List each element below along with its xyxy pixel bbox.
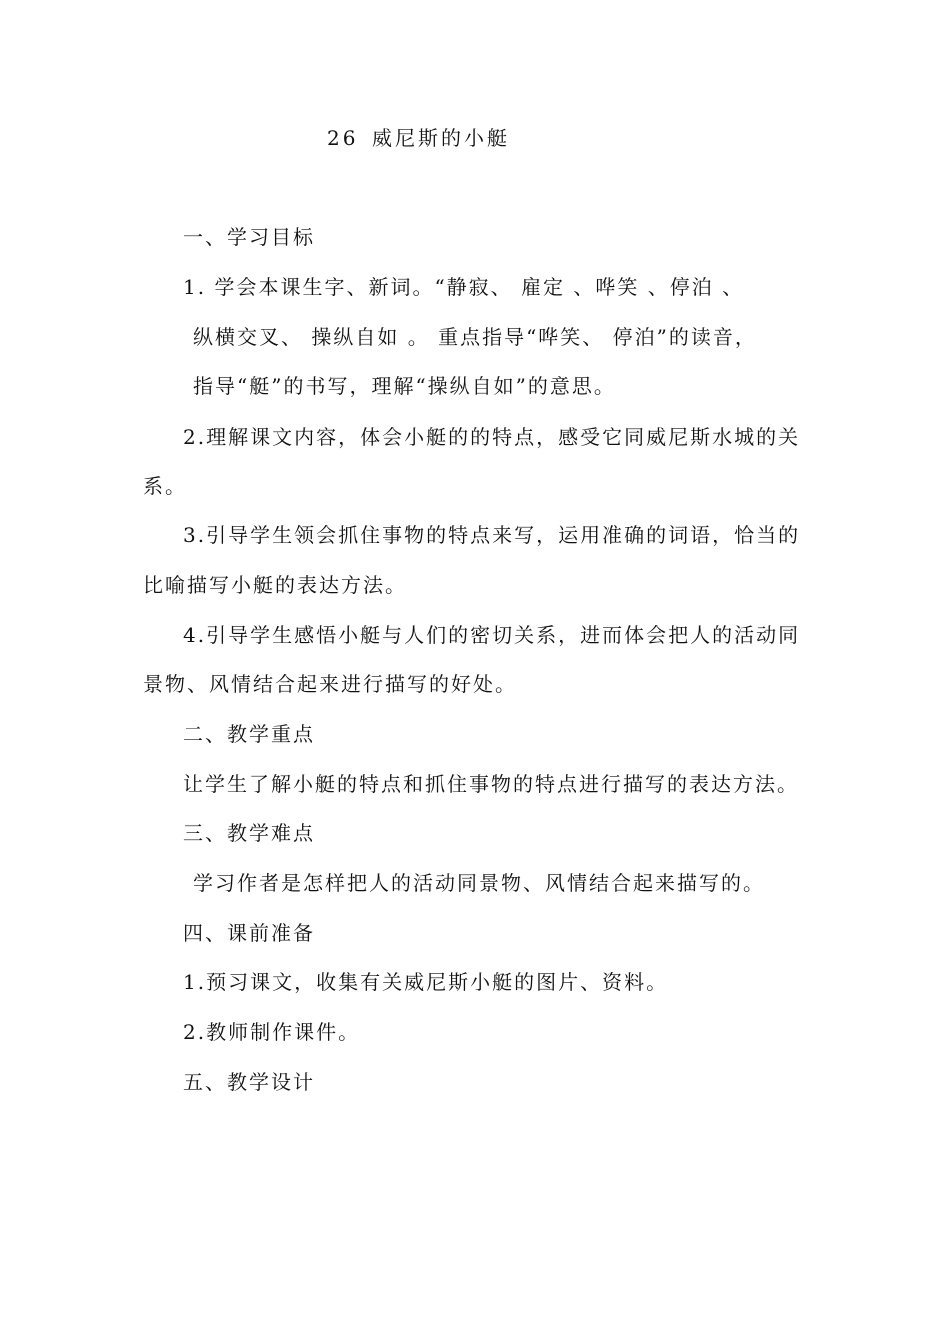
- section-heading-key-points: 二、教学重点: [183, 722, 315, 746]
- objective-2-line-1: 2.理解课文内容，体会小艇的的特点，感受它同威尼斯水城的关: [183, 425, 801, 449]
- difficulties-text: 学习作者是怎样把人的活动同景物、风情结合起来描写的。: [193, 871, 765, 895]
- objective-2-line-2: 系。: [143, 474, 187, 498]
- preparation-item-1: 1.预习课文，收集有关威尼斯小艇的图片、资料。: [183, 970, 669, 994]
- objective-3-line-2: 比喻描写小艇的表达方法。: [143, 573, 407, 597]
- preparation-item-2: 2.教师制作课件。: [183, 1020, 361, 1044]
- objective-1-line-2: 纵横交叉、 操纵自如 。 重点指导“哗笑、 停泊”的读音，: [193, 325, 757, 349]
- key-points-text: 让学生了解小艇的特点和抓住事物的特点进行描写的表达方法。: [183, 772, 799, 796]
- section-heading-design: 五、教学设计: [183, 1070, 315, 1094]
- objective-1-line-1: 1. 学会本课生字、新词。“静寂、 雇定 、哗笑 、停泊 、: [183, 275, 745, 299]
- title-number: 26: [327, 126, 359, 150]
- section-heading-objectives: 一、学习目标: [183, 225, 315, 249]
- objective-1-line-3: 指导“艇”的书写，理解“操纵自如”的意思。: [193, 374, 616, 398]
- objective-4-line-2: 景物、风情结合起来进行描写的好处。: [143, 672, 517, 696]
- section-heading-preparation: 四、课前准备: [183, 921, 315, 945]
- page-title: 威尼斯的小艇: [372, 126, 510, 150]
- section-heading-difficulties: 三、教学难点: [183, 821, 315, 845]
- objective-4-line-1: 4.引导学生感悟小艇与人们的密切关系，进而体会把人的活动同: [183, 623, 801, 647]
- objective-3-line-1: 3.引导学生领会抓住事物的特点来写，运用准确的词语，恰当的: [183, 523, 801, 547]
